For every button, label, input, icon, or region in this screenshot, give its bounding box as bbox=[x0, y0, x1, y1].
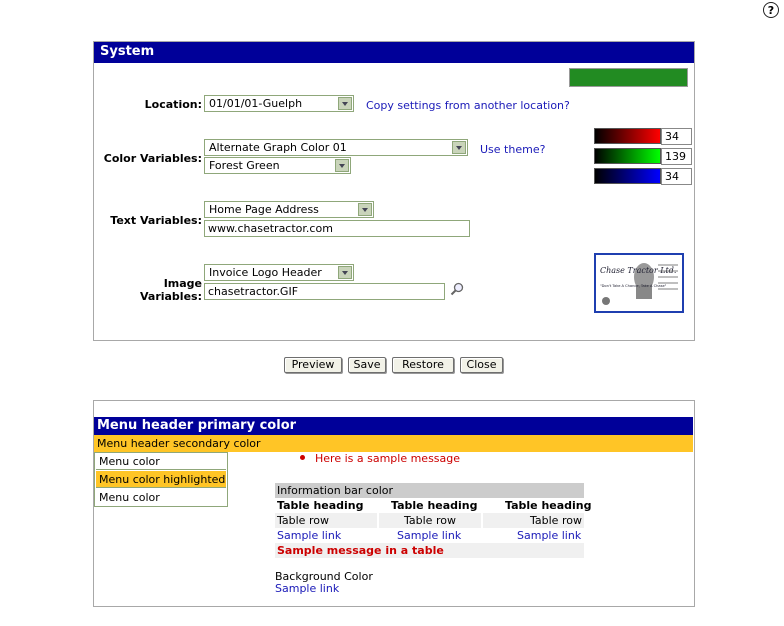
background-sample-link[interactable]: Sample link bbox=[275, 582, 340, 595]
color-variables-label: Color Variables: bbox=[103, 152, 202, 165]
logo-preview-image bbox=[594, 253, 684, 313]
menu-header-primary: Menu header primary color bbox=[94, 417, 693, 435]
sample-message: Here is a sample message bbox=[315, 452, 461, 465]
color-name-select[interactable] bbox=[204, 157, 351, 174]
text-variable-input[interactable]: www.chasetractor.com bbox=[204, 220, 470, 237]
location-select[interactable] bbox=[204, 95, 354, 112]
red-value-input[interactable]: 34 bbox=[661, 128, 692, 145]
image-variable-select[interactable] bbox=[204, 264, 354, 281]
information-bar: Information bar color bbox=[275, 483, 584, 498]
text-variable-select-value: Home Page Address bbox=[209, 203, 319, 216]
message-bullet-icon bbox=[300, 455, 305, 460]
text-variables-label: Text Variables: bbox=[110, 214, 202, 227]
background-color-label: Background Color bbox=[275, 570, 373, 583]
restore-button[interactable]: Restore bbox=[392, 357, 454, 373]
table-row-cell: Table row bbox=[530, 514, 582, 527]
table-row-cell: Table row bbox=[277, 514, 329, 527]
use-theme-link[interactable]: Use theme? bbox=[480, 143, 546, 156]
table-sample-link[interactable]: Sample link bbox=[397, 529, 462, 542]
magnifier-icon[interactable] bbox=[450, 282, 464, 296]
close-button[interactable]: Close bbox=[460, 357, 503, 373]
table-sample-message: Sample message in a table bbox=[277, 544, 444, 557]
chevron-down-icon bbox=[338, 266, 352, 279]
sample-menu bbox=[94, 452, 228, 507]
chevron-down-icon bbox=[335, 159, 349, 172]
logo-tagline: "Don't Take A Chance, Take A Chase" bbox=[600, 284, 667, 288]
menu-header-secondary: Menu header secondary color bbox=[94, 435, 693, 452]
help-icon[interactable]: ? bbox=[763, 2, 779, 18]
blue-slider[interactable] bbox=[594, 168, 661, 184]
table-heading: Table heading bbox=[505, 499, 592, 512]
green-slider[interactable] bbox=[594, 148, 661, 164]
location-label: Location: bbox=[144, 98, 202, 111]
color-preview-swatch bbox=[569, 68, 688, 87]
table-sample-link[interactable]: Sample link bbox=[277, 529, 342, 542]
green-value-input[interactable]: 139 bbox=[661, 148, 692, 165]
image-variable-select-value: Invoice Logo Header bbox=[209, 266, 322, 279]
chevron-down-icon bbox=[338, 97, 352, 110]
panel-title: System bbox=[94, 42, 694, 63]
red-slider[interactable] bbox=[594, 128, 661, 144]
chevron-down-icon bbox=[358, 203, 372, 216]
menu-item-highlighted[interactable]: Menu color highlighted bbox=[96, 471, 226, 488]
logo-text: Chase Tractor Ltd. bbox=[600, 266, 677, 275]
image-variable-input[interactable]: chasetractor.GIF bbox=[204, 283, 445, 300]
table-heading: Table heading bbox=[277, 499, 364, 512]
table-sample-link[interactable]: Sample link bbox=[517, 529, 582, 542]
preview-button[interactable]: Preview bbox=[284, 357, 342, 373]
image-variables-label: Image Variables: bbox=[139, 277, 202, 303]
chevron-down-icon bbox=[452, 141, 466, 154]
menu-item[interactable]: Menu color bbox=[96, 489, 226, 506]
location-select-value: 01/01/01-Guelph bbox=[209, 97, 303, 110]
color-name-select-value: Forest Green bbox=[209, 159, 280, 172]
text-variable-select[interactable] bbox=[204, 201, 374, 218]
blue-value-input[interactable]: 34 bbox=[661, 168, 692, 185]
copy-settings-link[interactable]: Copy settings from another location? bbox=[366, 99, 570, 112]
save-button[interactable]: Save bbox=[348, 357, 386, 373]
table-row-cell: Table row bbox=[404, 514, 456, 527]
menu-item[interactable]: Menu color bbox=[96, 453, 226, 470]
color-variable-select[interactable] bbox=[204, 139, 468, 156]
table-heading: Table heading bbox=[391, 499, 478, 512]
color-variable-select-value: Alternate Graph Color 01 bbox=[209, 141, 347, 154]
